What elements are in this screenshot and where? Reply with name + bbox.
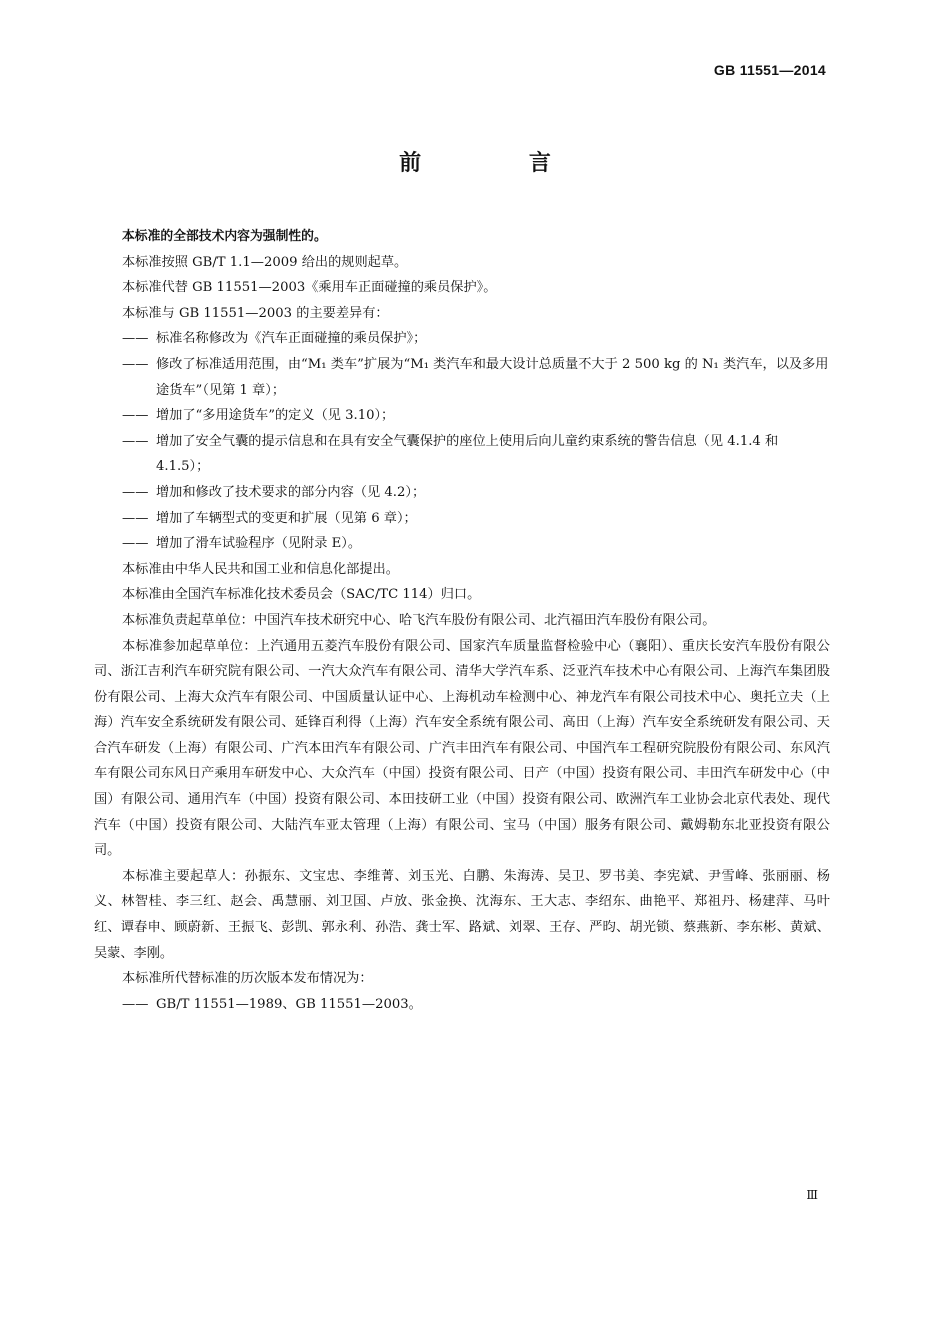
list-item	[122, 992, 830, 1018]
list-item	[122, 506, 830, 532]
list-item-text: 标准名称修改为《汽车正面碰撞的乘员保护》；	[156, 331, 427, 347]
list-item-text: 修改了标准适用范围，由“M₁ 类车”扩展为“M₁ 类汽车和最大设计总质量不大于 2 500 kg 的 N₁ 类汽车，以及多用途货车”（见第 1 章）；	[156, 356, 829, 398]
list-item-text: 增加了车辆型式的变更和扩展（见第 6 章）；	[156, 510, 417, 526]
paragraph-previous-editions: 本标准所代替标准的历次版本发布情况为：	[122, 971, 373, 987]
dash-marker: ——	[122, 356, 149, 372]
dash-marker: ——	[122, 996, 149, 1012]
paragraph-replaces: 本标准代替 GB 11551—2003《乘用车正面碰撞的乘员保护》。	[122, 280, 497, 296]
paragraph-mandatory: 本标准的全部技术内容为强制性的。	[122, 229, 327, 244]
paragraph-centralized: 本标准由全国汽车标准化技术委员会（SAC/TC 114）归口。	[122, 587, 481, 603]
dash-marker: ——	[122, 433, 149, 449]
dash-marker: ——	[122, 408, 149, 424]
list-item-text: 增加了滑车试验程序（见附录 E）。	[156, 536, 362, 552]
list-item	[122, 429, 830, 480]
list-item	[122, 403, 830, 429]
list-item-text: 增加了安全气囊的提示信息和在具有安全气囊保护的座位上使用后向儿童约束系统的警告信息（见 4.1.4 和 4.1.5）；	[156, 433, 779, 475]
list-item-text: 增加和修改了技术要求的部分内容（见 4.2）；	[156, 484, 426, 500]
dash-marker: ——	[122, 510, 149, 526]
list-item	[122, 326, 830, 352]
list-item-text: 增加了“多用途货车”的定义（见 3.10）；	[156, 408, 395, 424]
paragraph-differences-intro: 本标准与 GB 11551—2003 的主要差异有：	[122, 305, 389, 321]
foreword-body	[94, 224, 830, 1017]
dash-marker: ——	[122, 536, 149, 552]
list-item	[122, 352, 830, 403]
dash-marker: ——	[122, 331, 149, 347]
paragraph-drafting-rules: 本标准按照 GB/T 1.1—2009 给出的规则起草。	[122, 254, 408, 270]
paragraph-main-drafters: 本标准主要起草人：孙振东、文宝忠、李维菁、刘玉光、白鹏、朱海涛、吴卫、罗书美、李宪斌、尹雪峰、张丽丽、杨义、林智桂、李三红、赵会、禹慧丽、刘卫国、卢放、张金换、沈海东、王大志、李绍东、曲艳平、郑祖丹、杨建萍、马叶红、谭春申、顾蔚新、王振飞、彭凯、郭永利、孙浩、龚士军、路斌、刘翠、王存、严昀、胡光锁、蔡燕新、李东彬、黄斌、吴蒙、李刚。	[94, 868, 830, 961]
dash-marker: ——	[122, 484, 149, 500]
page-number: Ⅲ	[806, 1188, 818, 1202]
list-item	[122, 480, 830, 506]
paragraph-lead-drafters: 本标准负责起草单位：中国汽车技术研究中心、哈飞汽车股份有限公司、北汽福田汽车股份有限公司。	[122, 612, 716, 628]
list-item-text: GB/T 11551—1989、GB 11551—2003。	[156, 996, 422, 1012]
paragraph-proposer: 本标准由中华人民共和国工业和信息化部提出。	[122, 561, 399, 577]
paragraph-participating-drafters: 本标准参加起草单位：上汽通用五菱汽车股份有限公司、国家汽车质量监督检验中心（襄阳）、重庆长安汽车股份有限公司、浙江吉利汽车研究院有限公司、一汽大众汽车有限公司、清华大学汽车系、泛亚汽车技术中心有限公司、上海汽车集团股份有限公司、上海大众汽车有限公司、中国质量认证中心、上海机动车检测中心、神龙汽车有限公司技术中心、奥托立夫（上海）汽车安全系统研发有限公司、延锋百利得（上海）汽车安全系统有限公司、高田（上海）汽车安全系统研发有限公司、天合汽车研发（上海）有限公司、广汽本田汽车有限公司、广汽丰田汽车有限公司、中国汽车工程研究院股份有限公司、东风汽车有限公司东风日产乘用车研发中心、大众汽车（中国）投资有限公司、日产（中国）投资有限公司、丰田汽车研发中心（中国）有限公司、通用汽车（中国）投资有限公司、本田技研工业（中国）投资有限公司、欧洲汽车工业协会北京代表处、现代汽车（中国）投资有限公司、大陆汽车亚太管理（上海）有限公司、宝马（中国）服务有限公司、戴姆勒东北亚投资有限公司。	[94, 638, 830, 859]
standard-number: GB 11551—2014	[713, 62, 826, 78]
page-title: 前 言	[399, 151, 601, 176]
list-item	[122, 531, 830, 557]
